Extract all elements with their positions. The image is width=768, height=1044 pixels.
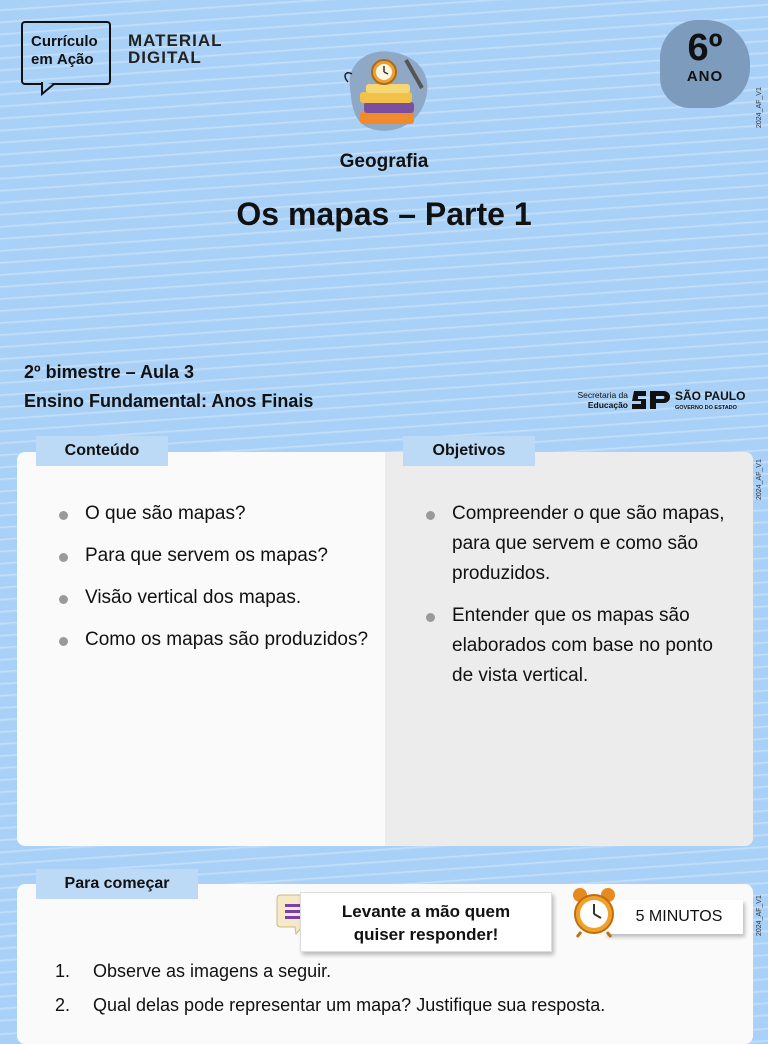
list-item bbox=[55, 960, 735, 982]
tab-para-comecar: Para começar bbox=[36, 869, 198, 899]
material-line1: MATERIAL bbox=[128, 31, 223, 50]
sp-city: SÃO PAULO bbox=[675, 389, 746, 403]
step-number: 2. bbox=[55, 995, 71, 1015]
material-line2: DIGITAL bbox=[128, 48, 202, 67]
logo-line1: Currículo bbox=[31, 33, 98, 50]
list-item: Visão vertical dos mapas. bbox=[57, 583, 377, 613]
tab-objetivos: Objetivos bbox=[403, 436, 535, 466]
sp-gov: GOVERNO DO ESTADO bbox=[675, 405, 737, 411]
grade-label: ANO bbox=[686, 68, 724, 85]
step-text: Observe as imagens a seguir. bbox=[93, 961, 332, 981]
logo-line2-accent: Ação bbox=[56, 51, 94, 68]
logo-line2-prefix: em bbox=[31, 51, 57, 68]
list-item: Entender que os mapas são elaborados com base no ponto de vista vertical. bbox=[424, 601, 734, 691]
sp-secretaria-line1: Secretaria da bbox=[577, 390, 628, 400]
tab-conteudo: Conteúdo bbox=[36, 436, 168, 466]
side-code-middle: 2024_AF_V1 bbox=[756, 459, 763, 500]
raise-hand-prompt bbox=[300, 892, 552, 952]
list-item bbox=[55, 994, 735, 1016]
objetivos-list bbox=[424, 499, 734, 703]
material-digital-label bbox=[128, 32, 223, 66]
list-item: Como os mapas são produzidos? bbox=[57, 625, 377, 655]
lesson-meta bbox=[24, 358, 313, 416]
instructions-list bbox=[55, 960, 735, 1028]
logo-line2 bbox=[31, 51, 109, 69]
timer-label: 5 MINUTOS bbox=[605, 900, 743, 934]
books-clock-illustration bbox=[340, 48, 432, 134]
alarm-clock-icon bbox=[571, 886, 617, 938]
step-number: 1. bbox=[55, 961, 71, 981]
raise-hand-line1: Levante a mão quem bbox=[341, 902, 511, 921]
lesson-level: Ensino Fundamental: Anos Finais bbox=[24, 391, 314, 411]
grade-badge bbox=[660, 20, 750, 108]
list-item: Para que servem os mapas? bbox=[57, 541, 377, 571]
list-item: O que são mapas? bbox=[57, 499, 377, 529]
step-text: Qual delas pode representar um mapa? Justifique sua resposta. bbox=[93, 995, 606, 1015]
sp-secretaria-line2: Educação bbox=[587, 400, 628, 410]
curriculo-em-acao-logo bbox=[21, 21, 111, 85]
subject-label: Geografia bbox=[339, 151, 429, 172]
list-item: Compreender o que são mapas, para que servem e como são produzidos. bbox=[424, 499, 734, 589]
lesson-bimestre: 2º bimestre – Aula 3 bbox=[24, 362, 194, 382]
logo-speech-tail-icon bbox=[40, 82, 56, 96]
raise-hand-line2: quiser responder! bbox=[353, 925, 499, 944]
sao-paulo-government-logo bbox=[572, 387, 746, 413]
side-code-bottom: 2024_AF_V1 bbox=[756, 895, 763, 936]
conteudo-list bbox=[57, 499, 377, 667]
side-code-top: 2024_AF_V1 bbox=[756, 87, 763, 128]
grade-number: 6º bbox=[687, 27, 723, 69]
page-title: Os mapas – Parte 1 bbox=[236, 196, 532, 232]
